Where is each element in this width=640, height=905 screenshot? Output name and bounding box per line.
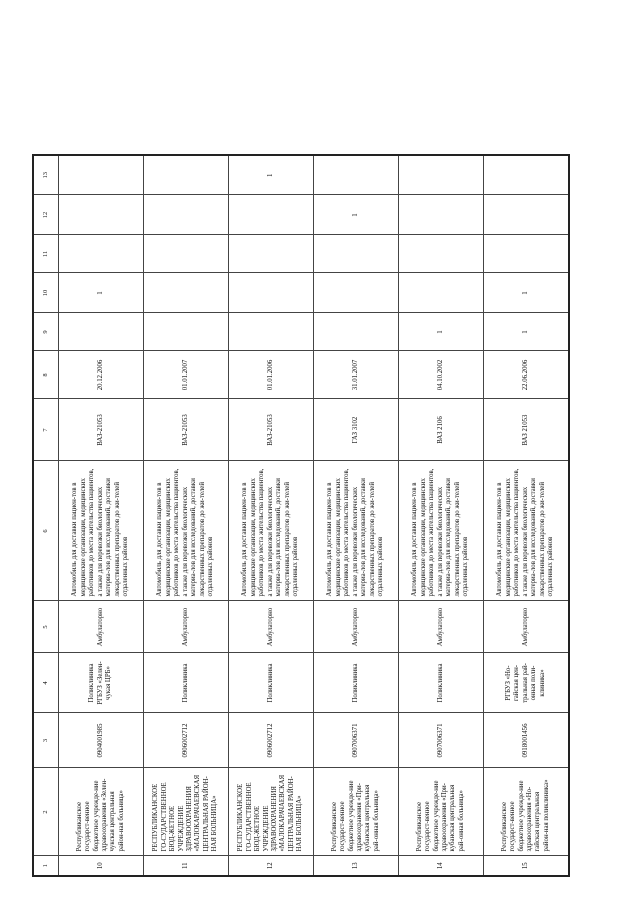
- organization-code: 0904001985: [59, 713, 144, 768]
- header-cell-9: 9: [33, 313, 59, 351]
- header-cell-3: 3: [33, 713, 59, 768]
- col-9-value: 1: [484, 313, 570, 351]
- organization-code: 0907006371: [399, 713, 484, 768]
- unit-name: Поликлиника: [144, 653, 229, 713]
- vehicle-model: ГАЗ 3102: [314, 399, 399, 461]
- col-11-value: [314, 235, 399, 273]
- organization-code: 0906002712: [229, 713, 314, 768]
- col-10-value: 1: [59, 273, 144, 313]
- vehicle-purpose: Автомобиль для доставки пациен-тов в медицинские организации, медицинских работников до места жительства пациентов, а также для перевозки биологических материа-лов для исследований, доставки лекарственных препаратов до жи-телей отдаленных районов: [144, 461, 229, 601]
- col-13-value: [484, 155, 570, 195]
- organization-code: 0918001456: [484, 713, 570, 768]
- col-12-value: [144, 195, 229, 235]
- col-9-value: [144, 313, 229, 351]
- row-number: 10: [59, 856, 144, 876]
- table-row: [399, 155, 484, 876]
- col-9-value: 1: [399, 313, 484, 351]
- col-12-value: [399, 195, 484, 235]
- commission-date: 01.01.2006: [229, 351, 314, 399]
- care-type: Амбулаторно: [144, 601, 229, 653]
- vehicle-purpose: Автомобиль для доставки пациен-тов в медицинские организации, медицинских работников до места жительства пациентов, а также для перевозки биологических материа-лов для исследований, доставки лекарственных препаратов до жи-телей отдаленных районов: [59, 461, 144, 601]
- header-cell-11: 11: [33, 235, 59, 273]
- vehicle-model: ВАЗ 21053: [484, 399, 570, 461]
- organization-name: Республиканское государст-венное бюджетное учрежде-ние здравоохранения «Зелен-чукская центральная район-ная больница»: [59, 768, 144, 856]
- table-row: [59, 155, 144, 876]
- organization-name: РЕСПУБЛИКАНСКОЕ ГО-СУДАРСТВЕННОЕ БЮД-ЖЕТНОЕ УЧРЕЖДЕНИЕ ЗДРАВООХРАНЕНИЯ «МАЛОКАРАЧАЕВСКАЯ ЦЕНТРАЛЬНАЯ РАЙОН-НАЯ БОЛЬНИЦА»: [229, 768, 314, 856]
- organization-code: 0906002712: [144, 713, 229, 768]
- commission-date: 20.12.2006: [59, 351, 144, 399]
- unit-name: Поликлиника: [314, 653, 399, 713]
- header-cell-1: 1: [33, 856, 59, 876]
- row-number: 12: [229, 856, 314, 876]
- header-cell-5: 5: [33, 601, 59, 653]
- care-type: Амбулаторно: [59, 601, 144, 653]
- row-number: 14: [399, 856, 484, 876]
- header-row: [33, 155, 59, 876]
- col-13-value: [399, 155, 484, 195]
- col-13-value: [314, 155, 399, 195]
- vehicle-purpose: Автомобиль для доставки пациен-тов в медицинские организации, медицинских работников до места жительства пациентов, а также для перевозки биологических материа-лов для исследований, доставки лекарственных препаратов до жи-телей отдаленных районов: [399, 461, 484, 601]
- col-12-value: [484, 195, 570, 235]
- commission-date: 22.06.2006: [484, 351, 570, 399]
- commission-date: 01.01.2007: [144, 351, 229, 399]
- col-10-value: 1: [484, 273, 570, 313]
- col-12-value: 1: [314, 195, 399, 235]
- row-number: 11: [144, 856, 229, 876]
- unit-name: Поликлиника: [399, 653, 484, 713]
- vehicle-register-table: [32, 154, 570, 877]
- vehicle-purpose: Автомобиль для доставки пациен-тов в медицинские организации, медицинских работников до места жительства пациентов, а также для перевозки биологических материа-лов для исследований, доставки лекарственных препаратов до жи-телей отдаленных районов: [229, 461, 314, 601]
- col-11-value: [229, 235, 314, 273]
- col-12-value: [59, 195, 144, 235]
- col-11-value: [399, 235, 484, 273]
- organization-name: Республиканское государст-венное бюджетное учрежде-ние здравоохранения «При-кубанская центральная рай-онная больница»: [314, 768, 399, 856]
- commission-date: 04.10.2002: [399, 351, 484, 399]
- col-9-value: [229, 313, 314, 351]
- vehicle-purpose: Автомобиль для доставки пациен-тов в медицинские организации, медицинских работников до места жительства пациентов, а также для перевозки биологических материа-лов для исследований, доставки лекарственных препаратов до жи-телей отдаленных районов: [484, 461, 570, 601]
- vehicle-model: ВАЗ-21053: [59, 399, 144, 461]
- header-cell-12: 12: [33, 195, 59, 235]
- col-13-value: [144, 155, 229, 195]
- header-cell-2: 2: [33, 768, 59, 856]
- header-cell-13: 13: [33, 155, 59, 195]
- unit-name: РГБУЗ «Но-гайская цен-тральная рай-онная поли-клиника»: [484, 653, 570, 713]
- col-10-value: [229, 273, 314, 313]
- organization-name: РЕСПУБЛИКАНСКОЕ ГО-СУДАРСТВЕННОЕ БЮД-ЖЕТНОЕ УЧРЕЖДЕНИЕ ЗДРАВООХРАНЕНИЯ «МАЛОКАРАЧАЕВСКАЯ ЦЕНТРАЛЬНАЯ РАЙОН-НАЯ БОЛЬНИЦА»: [144, 768, 229, 856]
- header-cell-8: 8: [33, 351, 59, 399]
- row-number: 13: [314, 856, 399, 876]
- col-10-value: [399, 273, 484, 313]
- col-11-value: [484, 235, 570, 273]
- vehicle-model: ВАЗ-21053: [229, 399, 314, 461]
- organization-code: 0907006371: [314, 713, 399, 768]
- care-type: Амбулаторно: [314, 601, 399, 653]
- care-type: Амбулаторно: [484, 601, 570, 653]
- vehicle-model: ВАЗ-21053: [144, 399, 229, 461]
- vehicle-purpose: Автомобиль для доставки пациен-тов в медицинские организации, медицинских работников до места жительства пациентов, а также для перевозки биологических материа-лов для исследований, доставки лекарственных препаратов до жи-телей отдаленных районов: [314, 461, 399, 601]
- table-row: [229, 155, 314, 876]
- col-9-value: [314, 313, 399, 351]
- vehicle-model: ВАЗ 2106: [399, 399, 484, 461]
- col-13-value: 1: [229, 155, 314, 195]
- col-9-value: [59, 313, 144, 351]
- table-row: [144, 155, 229, 876]
- unit-name: Поликлиника РГБУЗ «Зелен-чукая ЦРБ»: [59, 653, 144, 713]
- organization-name: Республиканское государст-венное бюджетное учрежде-ние здравоохранения «Но-гайская центральная район-ная поликлиника»: [484, 768, 570, 856]
- col-11-value: [144, 235, 229, 273]
- col-13-value: [59, 155, 144, 195]
- header-cell-6: 6: [33, 461, 59, 601]
- unit-name: Поликлиника: [229, 653, 314, 713]
- organization-name: Республиканское государст-венное бюджетное учрежде-ние здравоохранения «При-кубанская центральная рай-онная больница»: [399, 768, 484, 856]
- header-cell-10: 10: [33, 273, 59, 313]
- col-10-value: [144, 273, 229, 313]
- header-cell-7: 7: [33, 399, 59, 461]
- table-row: [484, 155, 570, 876]
- care-type: Амбулаторно: [229, 601, 314, 653]
- col-10-value: [314, 273, 399, 313]
- header-cell-4: 4: [33, 653, 59, 713]
- row-number: 15: [484, 856, 570, 876]
- commission-date: 31.01.2007: [314, 351, 399, 399]
- col-12-value: [229, 195, 314, 235]
- table-row: [314, 155, 399, 876]
- care-type: Амбулаторно: [399, 601, 484, 653]
- col-11-value: [59, 235, 144, 273]
